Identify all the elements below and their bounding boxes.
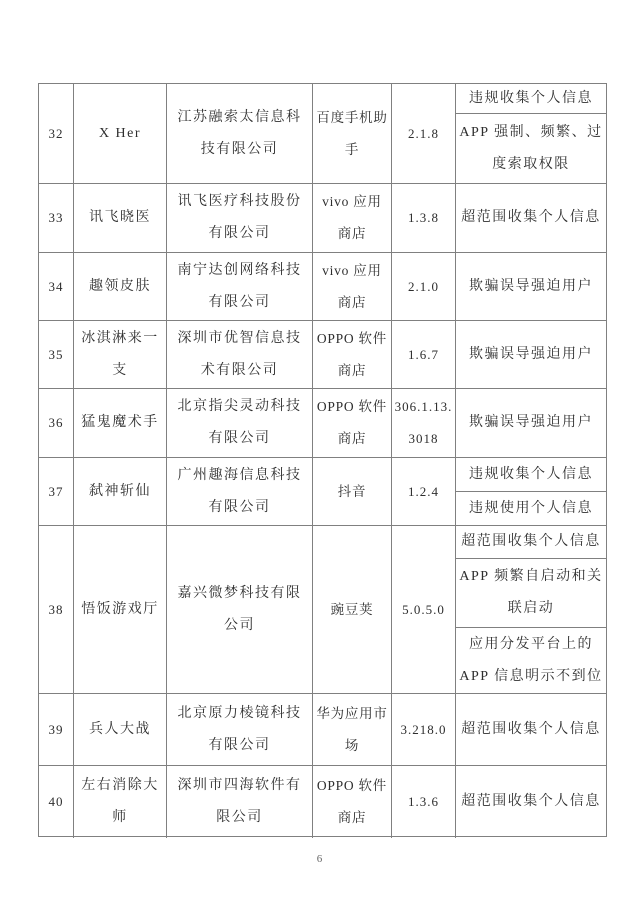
violation-subcell: 欺骗误导强迫用户 <box>469 346 593 362</box>
table-row <box>39 526 606 694</box>
violation-cell <box>456 526 606 693</box>
table-row <box>39 389 606 458</box>
violation-subcell: 超范围收集个人信息 <box>461 794 601 809</box>
company-cell: 江苏融索太信息科技有限公司 <box>167 84 313 183</box>
violation-cell <box>456 253 606 320</box>
violation-subcell: 违规收集个人信息 <box>456 458 606 492</box>
company-cell: 深圳市优智信息技术有限公司 <box>167 321 313 388</box>
store-cell: 豌豆荚 <box>313 526 392 693</box>
table-row <box>39 184 606 253</box>
violation-subcell: 应用分发平台上的 APP 信息明示不到位 <box>459 636 603 684</box>
violation-cell <box>456 458 606 525</box>
app-name-cell: 悟饭游戏厅 <box>74 526 167 693</box>
violation-cell <box>456 321 606 388</box>
store-cell: OPPO 软件商店 <box>313 321 392 388</box>
store-cell: OPPO 软件商店 <box>313 766 392 838</box>
violation-cell <box>456 184 606 252</box>
row-number-cell: 34 <box>39 253 74 320</box>
violation-subcell: 欺骗误导强迫用户 <box>469 278 593 294</box>
store-cell: OPPO 软件商店 <box>313 389 392 457</box>
row-number-cell: 40 <box>39 766 74 838</box>
violation-subcell: 违规使用个人信息 <box>469 500 593 516</box>
app-name-cell: 讯飞晓医 <box>74 184 167 252</box>
version-cell: 1.3.8 <box>392 184 456 252</box>
company-cell: 嘉兴微梦科技有限公司 <box>167 526 313 693</box>
version-cell: 1.3.6 <box>392 766 456 838</box>
row-number-cell: 32 <box>39 84 74 183</box>
version-cell: 306.1.13.3018 <box>392 389 456 457</box>
page-number: 6 <box>316 853 324 865</box>
violation-subcell: 超范围收集个人信息 <box>461 210 601 225</box>
app-name-cell: 兵人大战 <box>74 694 167 765</box>
company-cell: 北京原力棱镜科技有限公司 <box>167 694 313 765</box>
row-number-cell: 37 <box>39 458 74 525</box>
company-cell: 北京指尖灵动科技有限公司 <box>167 389 313 457</box>
violation-cell <box>456 694 606 765</box>
app-name-cell: 冰淇淋来一支 <box>74 321 167 388</box>
violation-subcell: 违规收集个人信息 <box>456 84 606 114</box>
violation-cell <box>456 389 606 457</box>
store-cell: vivo 应用商店 <box>313 184 392 252</box>
violation-subcell: APP 频繁自启动和关联启动 <box>456 559 606 628</box>
violation-cell <box>456 84 606 183</box>
table-row <box>39 766 606 838</box>
store-cell: 百度手机助手 <box>313 84 392 183</box>
version-cell: 5.0.5.0 <box>392 526 456 693</box>
violation-subcell: 欺骗误导强迫用户 <box>469 415 593 430</box>
store-cell: 华为应用市场 <box>313 694 392 765</box>
version-cell: 1.6.7 <box>392 321 456 388</box>
version-cell: 3.218.0 <box>392 694 456 765</box>
version-cell: 1.2.4 <box>392 458 456 525</box>
row-number-cell: 35 <box>39 321 74 388</box>
row-number-cell: 36 <box>39 389 74 457</box>
app-name-cell: 猛鬼魔术手 <box>74 389 167 457</box>
company-cell: 深圳市四海软件有限公司 <box>167 766 313 838</box>
violation-subcell: APP 强制、频繁、过度索取权限 <box>459 124 603 172</box>
violation-subcell: 超范围收集个人信息 <box>456 526 606 559</box>
row-number-cell: 39 <box>39 694 74 765</box>
store-cell: 抖音 <box>313 458 392 525</box>
app-name-cell: 左右消除大师 <box>74 766 167 838</box>
app-violation-table <box>38 83 607 837</box>
table-row <box>39 321 606 389</box>
company-cell: 广州趣海信息科技有限公司 <box>167 458 313 525</box>
app-name-cell: X Her <box>74 84 167 183</box>
store-cell: vivo 应用商店 <box>313 253 392 320</box>
version-cell: 2.1.8 <box>392 84 456 183</box>
table-row <box>39 84 606 184</box>
table-row <box>39 694 606 766</box>
violation-subcell: 超范围收集个人信息 <box>461 721 601 737</box>
app-name-cell: 弑神斩仙 <box>74 458 167 525</box>
table-row <box>39 253 606 321</box>
version-cell: 2.1.0 <box>392 253 456 320</box>
company-cell: 讯飞医疗科技股份有限公司 <box>167 184 313 252</box>
company-cell: 南宁达创网络科技有限公司 <box>167 253 313 320</box>
row-number-cell: 38 <box>39 526 74 693</box>
row-number-cell: 33 <box>39 184 74 252</box>
table-row <box>39 458 606 526</box>
violation-cell <box>456 766 606 838</box>
app-name-cell: 趣领皮肤 <box>74 253 167 320</box>
